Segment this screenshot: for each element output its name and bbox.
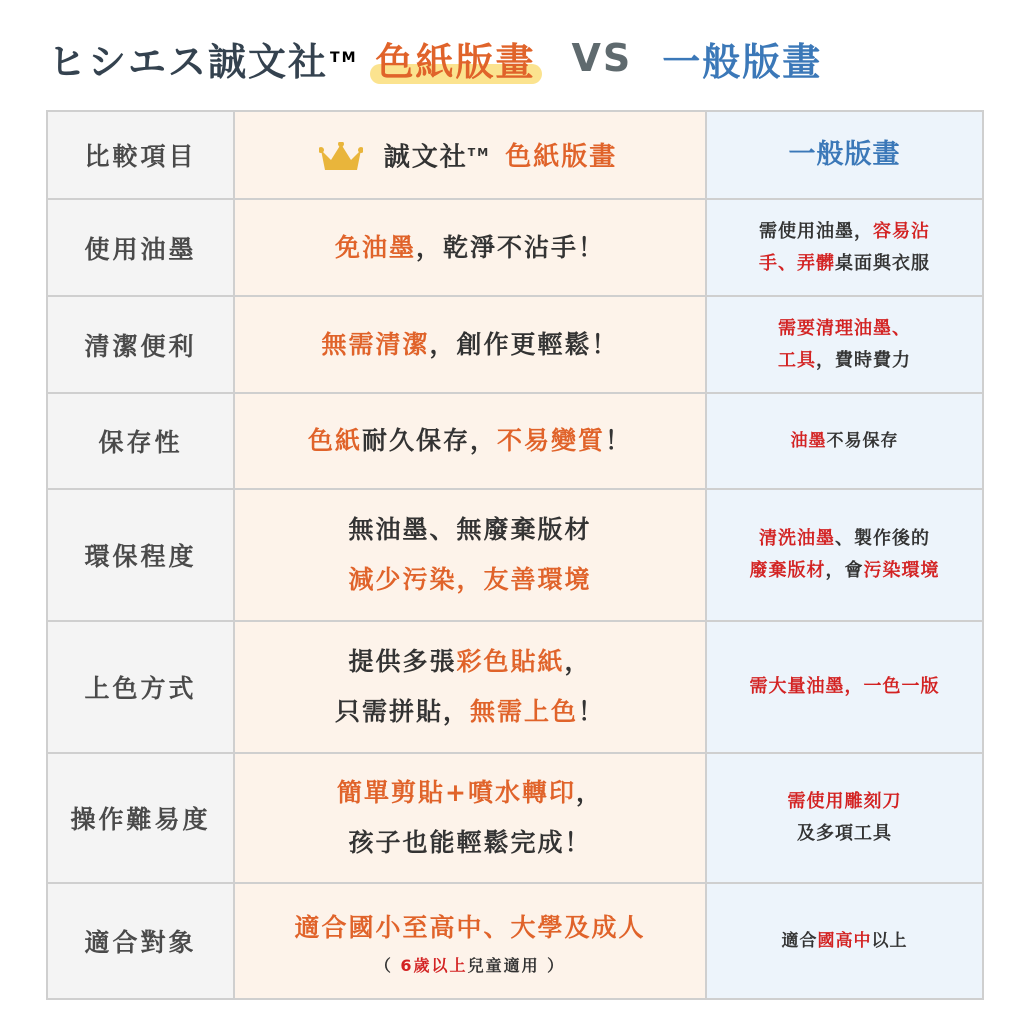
text-segment: 容易沾 手、弄髒: [759, 220, 930, 274]
text-segment: 適合: [781, 931, 818, 951]
table-row: [47, 621, 983, 753]
text-segment: 無需上色: [469, 697, 578, 726]
row-label: 環保程度: [47, 489, 234, 621]
text-segment: 以上: [871, 931, 908, 951]
row-normal-cell: [706, 621, 983, 753]
text-segment: 桌面與衣服: [835, 252, 930, 274]
row-normal-cell: [706, 883, 983, 999]
text-segment: ，乾淨不沾手！: [416, 232, 606, 262]
comparison-table: [46, 110, 984, 1000]
text-segment: 提供多張: [348, 647, 457, 676]
table-row: [47, 199, 983, 296]
header-item: [47, 111, 234, 199]
text-segment: ！: [605, 426, 633, 455]
row-label: 保存性: [47, 393, 234, 489]
text-segment: 國高中: [817, 931, 872, 951]
table-header-row: [47, 111, 983, 199]
header-normal: [706, 111, 983, 199]
row-product-cell: [234, 883, 706, 999]
table-row: [47, 883, 983, 999]
text-segment: 無油墨、無廢棄版材: [348, 515, 592, 544]
text-segment: ，創作更輕鬆！: [429, 329, 619, 359]
text-segment: 彩色貼紙: [456, 647, 565, 676]
row-label: 上色方式: [47, 621, 234, 753]
row-product-cell: [234, 393, 706, 489]
text-segment: 免油墨: [334, 232, 416, 262]
text-segment: 耐久保存，: [361, 426, 497, 455]
text-segment: 適合國小至高中、大學及成人: [294, 913, 646, 942]
title-product: 色紙版畫: [370, 31, 542, 86]
title-trademark: TM: [330, 50, 358, 66]
row-product-cell: [234, 621, 706, 753]
header-normal-label: 一般版畫: [788, 139, 901, 170]
text-segment: 、製作後的: [835, 528, 930, 549]
text-segment: 油墨: [790, 431, 827, 451]
row-label: 使用油墨: [47, 199, 234, 296]
title-brand: ヒシエス誠文社: [48, 39, 329, 84]
header-trademark: TM: [467, 145, 491, 159]
text-segment: ， 孩子也能輕鬆完成！: [348, 778, 603, 857]
row-normal-cell: [706, 753, 983, 883]
row-normal-cell: [706, 393, 983, 489]
row-label: 清潔便利: [47, 296, 234, 393]
text-segment: 需要清理油墨、 工具: [778, 317, 911, 371]
table-row: [47, 753, 983, 883]
text-segment: 需使用雕刻刀: [787, 791, 902, 812]
crown-icon: [319, 142, 363, 174]
title-normal: 一般版畫: [662, 39, 823, 84]
table-row: [47, 296, 983, 393]
text-segment: 清洗油墨: [759, 528, 835, 549]
row-normal-cell: [706, 296, 983, 393]
text-segment: （: [374, 956, 401, 975]
text-segment: 不易保存: [826, 431, 899, 451]
row-normal-cell: [706, 489, 983, 621]
text-segment: 色紙: [307, 426, 362, 455]
table-row: [47, 489, 983, 621]
text-segment: 6歲以上: [400, 956, 468, 975]
text-segment: 不易變質: [497, 426, 606, 455]
text-segment: 簡單剪貼+噴水轉印: [337, 778, 576, 807]
page-title: [48, 28, 988, 88]
row-product-cell: [234, 489, 706, 621]
row-product-note: [241, 953, 699, 979]
text-segment: 污染環境: [863, 560, 940, 581]
text-segment: ，費時費力: [816, 349, 911, 371]
row-product-cell: [234, 199, 706, 296]
header-brand: 誠文社: [383, 142, 468, 173]
text-segment: ，會: [825, 560, 864, 581]
row-label: 操作難易度: [47, 753, 234, 883]
text-segment: 兒童適用 ）: [467, 956, 566, 975]
text-segment: 無需清潔: [321, 329, 430, 359]
row-label: 適合對象: [47, 883, 234, 999]
row-product-cell: [234, 296, 706, 393]
text-segment: ！: [578, 697, 606, 726]
row-normal-cell: [706, 199, 983, 296]
header-item-label: 比較項目: [84, 142, 197, 171]
text-segment: 減少污染，友善環境: [348, 565, 592, 594]
text-segment: 需大量油墨，一色一版: [749, 676, 940, 697]
header-product: 色紙版畫: [501, 132, 621, 182]
row-product-cell: [234, 753, 706, 883]
text-segment: 需使用油墨，: [759, 220, 873, 242]
text-segment: 及多項工具: [797, 823, 892, 844]
row-product-main: [241, 903, 699, 953]
text-segment: 廢棄版材: [749, 560, 826, 581]
header-brand-product: [234, 111, 706, 199]
table-row: [47, 393, 983, 489]
text-segment: ， 只需拼貼，: [334, 647, 592, 726]
title-vs: VS: [571, 36, 633, 80]
